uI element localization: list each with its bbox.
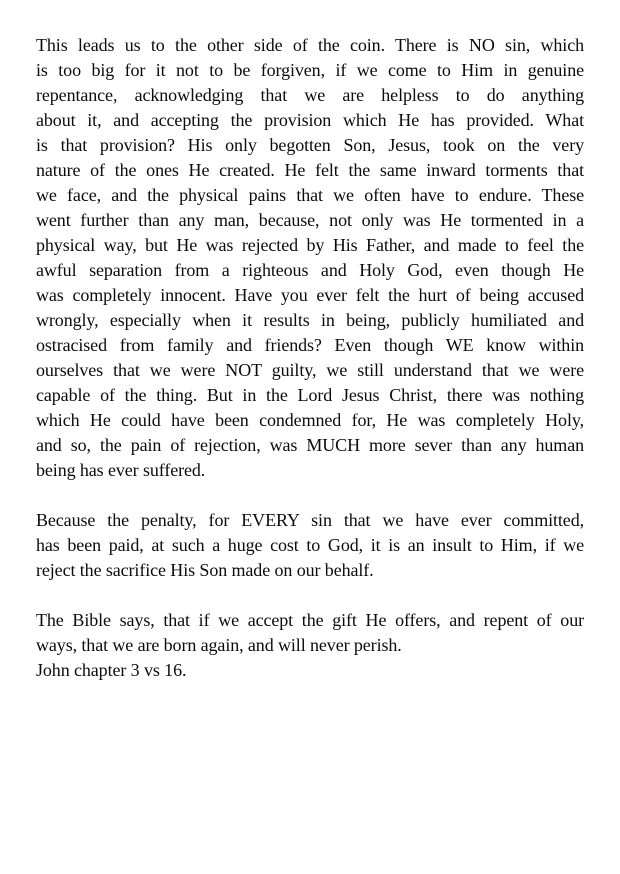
text-line: wrongly, especially when it results in being, publicly humiliated and bbox=[36, 310, 584, 330]
text-line: we face, and the physical pains that we often have to endure. These bbox=[36, 185, 584, 205]
text-line: Because the penalty, for EVERY sin that we have ever committed, bbox=[36, 510, 584, 530]
text-line: is too big for it not to be forgiven, if we come to Him in genuine bbox=[36, 60, 584, 80]
paragraph-1 bbox=[36, 33, 584, 483]
text-line: repentance, acknowledging that we are helpless to do anything bbox=[36, 85, 584, 105]
text-line: This leads us to the other side of the coin. There is NO sin, which bbox=[36, 35, 584, 55]
text-line: ostracised from family and friends? Even though WE know within bbox=[36, 335, 584, 355]
paragraph-3 bbox=[36, 608, 584, 683]
text-line: is that provision? His only begotten Son, Jesus, took on the very bbox=[36, 135, 584, 155]
text-line: about it, and accepting the provision which He has provided. What bbox=[36, 110, 584, 130]
scripture-reference: John chapter 3 vs 16. bbox=[36, 660, 187, 680]
paragraph-2 bbox=[36, 508, 584, 583]
text-line: which He could have been condemned for, He was completely Holy, bbox=[36, 410, 584, 430]
text-line: reject the sacrifice His Son made on our behalf. bbox=[36, 560, 374, 580]
text-line: nature of the ones He created. He felt the same inward torments that bbox=[36, 160, 584, 180]
text-line: awful separation from a righteous and Holy God, even though He bbox=[36, 260, 584, 280]
text-line: has been paid, at such a huge cost to God, it is an insult to Him, if we bbox=[36, 535, 584, 555]
text-line: ourselves that we were NOT guilty, we still understand that we were bbox=[36, 360, 584, 380]
text-line: The Bible says, that if we accept the gift He offers, and repent of our bbox=[36, 610, 584, 630]
text-line: physical way, but He was rejected by His Father, and made to feel the bbox=[36, 235, 584, 255]
text-line: went further than any man, because, not only was He tormented in a bbox=[36, 210, 584, 230]
text-line: ways, that we are born again, and will never perish. bbox=[36, 635, 402, 655]
text-line: being has ever suffered. bbox=[36, 460, 206, 480]
text-line: capable of the thing. But in the Lord Jesus Christ, there was nothing bbox=[36, 385, 584, 405]
text-line: and so, the pain of rejection, was MUCH more sever than any human bbox=[36, 435, 584, 455]
text-line: was completely innocent. Have you ever felt the hurt of being accused bbox=[36, 285, 584, 305]
